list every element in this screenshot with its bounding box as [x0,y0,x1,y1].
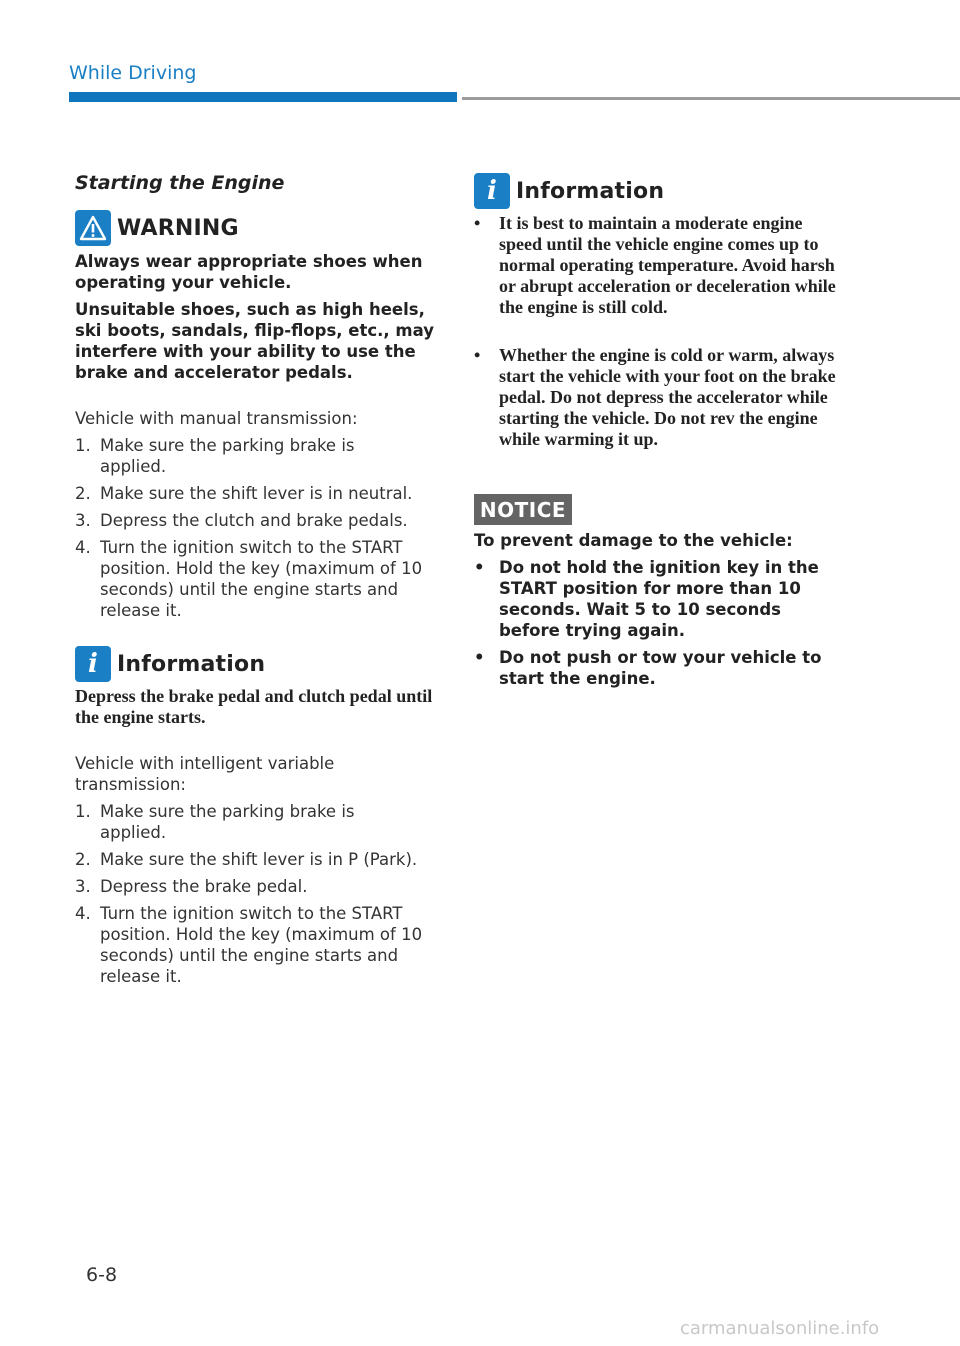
ivt-intro: Vehicle with intelligent variable transmission: [75,754,335,794]
ivt-step: 4. Turn the ignition switch to the START position. Hold the key (maximum of 10 seconds) until the engine starts and release it. [75,904,423,986]
warning-heading [75,210,239,246]
warning-text-1: Always wear appropriate shoes when operating your vehicle. [75,252,423,292]
info-text-left: Depress the brake pedal and clutch pedal until the engine starts. [75,686,433,727]
notice-intro: To prevent damage to the vehicle: [474,531,793,550]
bullet-dot: • [474,648,485,667]
ivt-step: 2. Make sure the shift lever is in P (Park). [75,850,418,869]
header-accent-bar [69,92,457,102]
info-heading-left [75,646,265,682]
info-bullet: • Whether the engine is cold or warm, always start the vehicle with your foot on the brake pedal. Do not depress the accelerator while starting the vehicle. Do not rev the engine while warming it up. [474,345,836,449]
info-label: Information [516,178,665,204]
manual-step: 1. Make sure the parking brake is applied. [75,436,355,476]
page-number: 6-8 [86,1264,118,1286]
watermark: carmanualsonline.info [680,1318,880,1339]
header-title: While Driving [69,62,197,84]
bullet-dot: • [474,345,481,365]
manual-step: 4. Turn the ignition switch to the START position. Hold the key (maximum of 10 seconds) until the engine starts and release it. [75,538,423,620]
notice-badge: NOTICE [474,494,572,525]
section-title: Starting the Engine [75,172,285,194]
ivt-step: 3. Depress the brake pedal. [75,877,308,896]
bullet-dot: • [474,213,481,233]
ivt-step: 1. Make sure the parking brake is applied. [75,802,355,842]
info-heading-right [474,173,664,209]
info-label: Information [117,651,266,677]
info-icon: i [75,646,111,682]
info-bullet: • It is best to maintain a moderate engine speed until the vehicle engine comes up to normal operating temperature. Avoid harsh or abrupt acceleration or deceleration while the engine is still cold. [474,213,836,317]
manual-intro: Vehicle with manual transmission: [75,409,358,428]
warning-text-2: Unsuitable shoes, such as high heels, ski boots, sandals, flip-flops, etc., may interfere with your ability to use the brake and accelerator pedals. [75,300,435,382]
notice-bullet: • Do not hold the ignition key in the START position for more than 10 seconds. Wait 5 to 10 seconds before trying again. [474,558,819,640]
manual-step: 3. Depress the clutch and brake pedals. [75,511,408,530]
header-rule [462,97,960,100]
notice-bullet: • Do not push or tow your vehicle to start the engine. [474,648,822,688]
bullet-dot: • [474,558,485,577]
warning-label: WARNING [117,215,239,241]
info-icon: i [474,173,510,209]
warning-icon [75,210,111,246]
manual-step: 2. Make sure the shift lever is in neutral. [75,484,413,503]
